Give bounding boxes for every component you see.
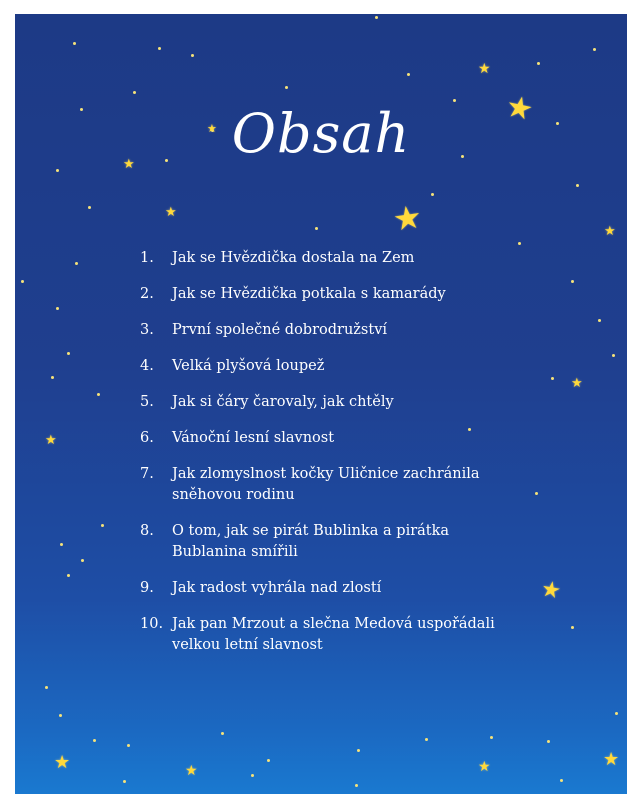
toc-number: 1.: [140, 250, 154, 266]
toc-item: [140, 614, 580, 656]
toc-title: Jak se Hvězdička dostala na Zem: [172, 250, 415, 266]
page-background: [15, 14, 627, 794]
toc-title: Velká plyšová loupež: [172, 358, 325, 374]
toc-title: Jak pan Mrzout a slečna Medová uspořádali velkou letní slavnost: [172, 616, 495, 653]
star-icon: ★: [54, 752, 71, 773]
star-icon: ★: [571, 376, 583, 391]
star-icon: ★: [45, 433, 57, 448]
toc-item: [140, 578, 580, 599]
toc-title: O tom, jak se pirát Bublinka a pirátka Bublanina smířili: [172, 523, 450, 560]
toc-number: 4.: [140, 358, 154, 374]
page-title: Obsah: [231, 102, 411, 165]
star-icon: ★: [165, 205, 177, 220]
star-icon: ★: [478, 759, 491, 775]
toc-item: [140, 521, 580, 563]
toc-number: 9.: [140, 580, 154, 596]
star-icon: ★: [604, 224, 616, 239]
toc-number: 2.: [140, 286, 154, 302]
toc-title: Jak se Hvězdička potkala s kamarády: [172, 286, 446, 302]
toc-title: Jak zlomyslnost kočky Uličnice zachránila sněhovou rodinu: [172, 466, 480, 503]
table-of-contents: [140, 248, 580, 671]
toc-number: 6.: [140, 430, 154, 446]
star-icon: ★: [123, 157, 135, 172]
toc-item: [140, 320, 580, 341]
toc-number: 3.: [140, 322, 154, 338]
toc-title: Jak radost vyhrála nad zlostí: [172, 580, 382, 596]
toc-item: [140, 356, 580, 377]
star-icon: ★: [478, 61, 491, 77]
star-icon: ★: [390, 197, 425, 239]
toc-item: [140, 428, 580, 449]
toc-title: Vánoční lesní slavnost: [172, 430, 335, 446]
toc-title: Jak si čáry čarovaly, jak chtěly: [172, 394, 394, 410]
star-icon: ★: [185, 763, 198, 779]
star-icon: ★: [502, 88, 537, 129]
toc-item: [140, 464, 580, 506]
star-icon: ★: [603, 749, 620, 770]
toc-item: [140, 392, 580, 413]
toc-number: 5.: [140, 394, 154, 410]
toc-number: 10.: [140, 616, 164, 632]
star-icon: ★: [539, 576, 563, 605]
toc-number: 8.: [140, 523, 154, 539]
toc-item: [140, 248, 580, 269]
toc-title: První společné dobrodružství: [172, 322, 388, 338]
toc-number: 7.: [140, 466, 154, 482]
toc-item: [140, 284, 580, 305]
star-icon: ★: [207, 122, 217, 135]
